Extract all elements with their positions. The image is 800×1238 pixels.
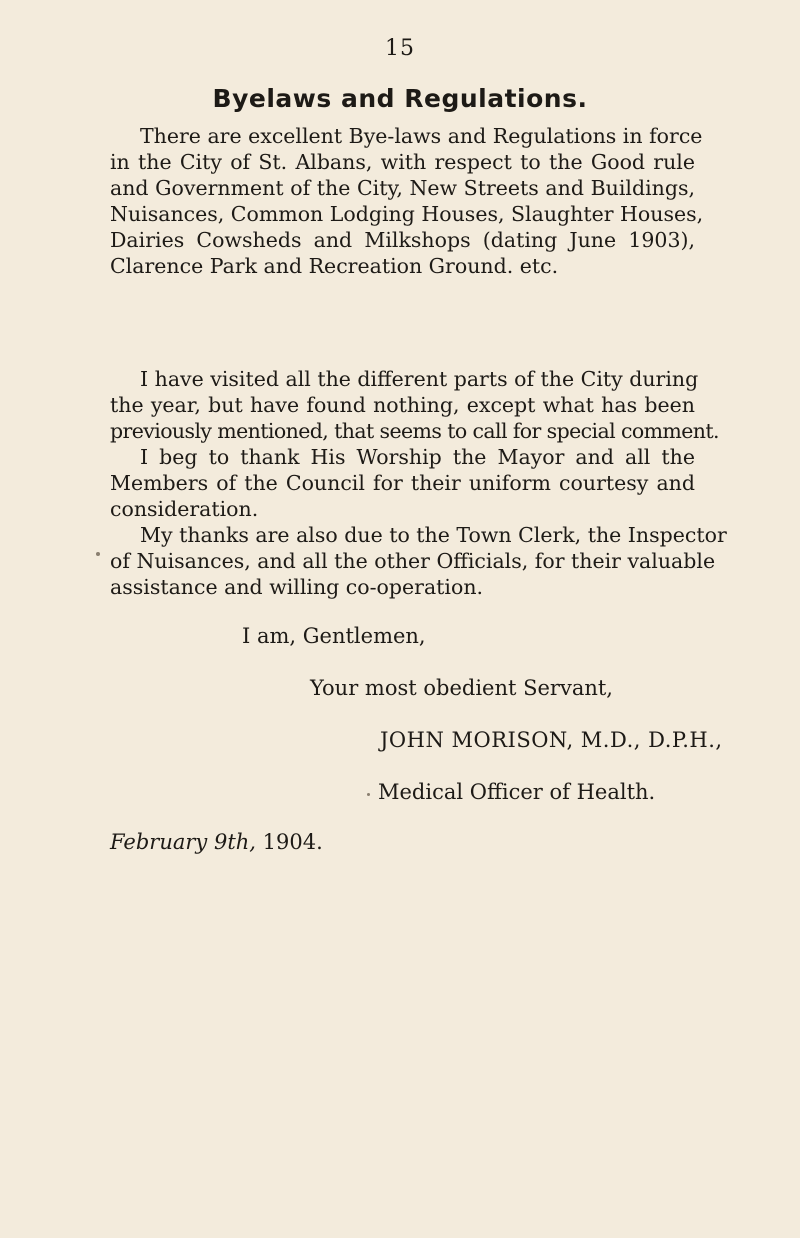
date-year: 1904.: [262, 830, 323, 854]
paragraph-line: assistance and willing co-operation.: [110, 575, 484, 599]
salutation: I am, Gentlemen,: [242, 624, 426, 648]
page-number: 15: [385, 36, 415, 61]
paragraph-line: My thanks are also due to the Town Clerk, the Inspector: [140, 523, 727, 547]
paragraph-visits: [110, 366, 727, 600]
signature-name: JOHN MORISON, M.D., D.P.H.,: [380, 728, 723, 752]
paragraph-line: and Government of the City, New Streets and Buildings,: [110, 176, 695, 200]
date-day: 9th,: [213, 830, 256, 854]
paragraph-line: in the City of St. Albans, with respect to the Good rule: [110, 150, 695, 174]
paragraph-line: previously mentioned, that seems to call for special comment.: [110, 419, 719, 443]
paragraph-line: Dairies Cowsheds and Milkshops (dating June 1903),: [110, 228, 695, 252]
paragraph-line: the year, but have found nothing, except what has been: [110, 393, 695, 417]
paragraph-line: Clarence Park and Recreation Ground. etc.: [110, 254, 559, 278]
paragraph-line: Members of the Council for their uniform courtesy and: [110, 471, 695, 495]
paragraph-line: There are excellent Bye-laws and Regulations in force: [140, 124, 703, 148]
paragraph-line: I have visited all the different parts of the City during: [140, 367, 699, 391]
paragraph-line: consideration.: [110, 497, 259, 521]
section-title: Byelaws and Regulations.: [212, 84, 588, 113]
paper-speck: [96, 552, 100, 556]
date-month: February: [110, 830, 208, 854]
paragraph-line: of Nuisances, and all the other Officials, for their valuable: [110, 549, 716, 573]
signature-title: Medical Officer of Health.: [378, 780, 656, 804]
date-line: [110, 830, 323, 854]
paragraph-byelaws: [110, 123, 704, 279]
paragraph-line: I beg to thank His Worship the Mayor and all the: [140, 445, 695, 469]
paragraph-line: Nuisances, Common Lodging Houses, Slaughter Houses,: [110, 202, 704, 226]
paper-speck: [367, 793, 370, 796]
valediction: Your most obedient Servant,: [310, 676, 613, 700]
